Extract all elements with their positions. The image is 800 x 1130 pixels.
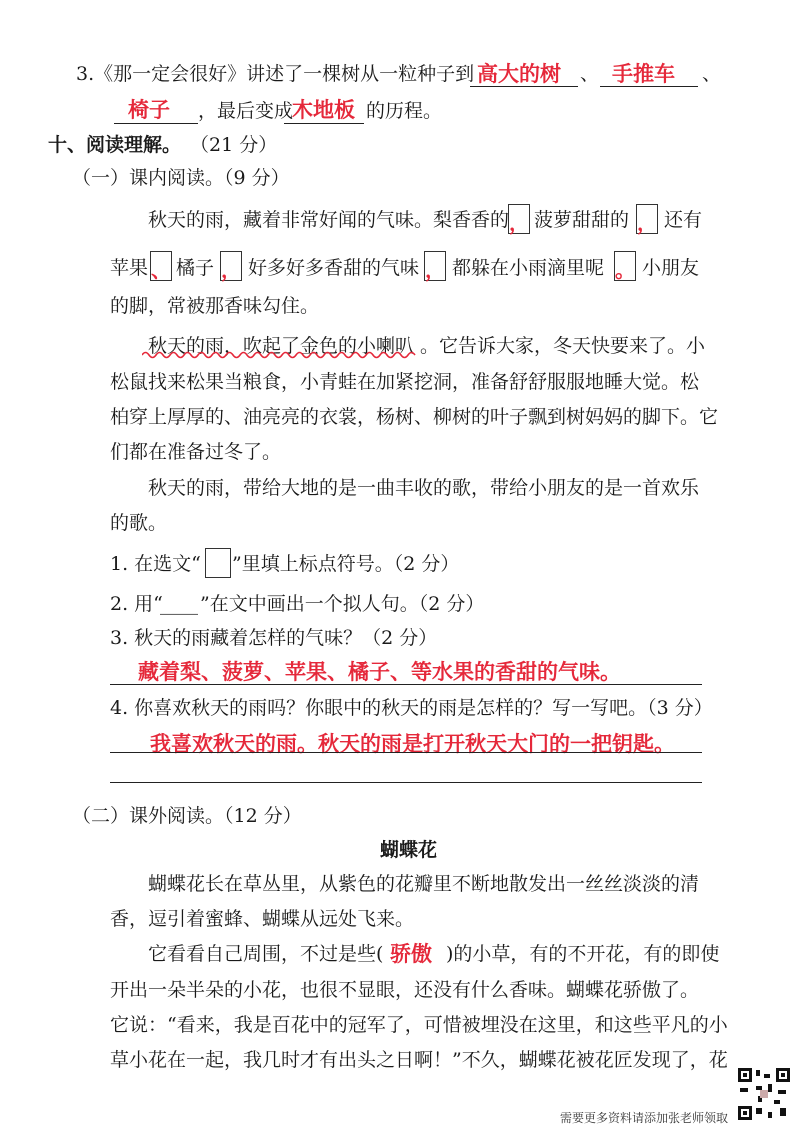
q3-mid: ，最后变成 [198, 100, 294, 122]
part2-title: （二）课外阅读。（12 分） [72, 805, 302, 827]
q3-suffix: 的历程。 [366, 100, 443, 122]
section-score: （21 分） [190, 134, 278, 156]
part1-title: （一）课内阅读。（9 分） [72, 167, 290, 189]
punctuation-box [424, 251, 446, 281]
question-4-answer: 我喜欢秋天的雨。秋天的雨是打开秋天大门的一把钥匙。 [150, 732, 675, 756]
answer-line [110, 684, 702, 685]
passage-text: 都躲在小雨滴里呢 [452, 257, 605, 279]
q3-answer-1: 高大的树 [477, 62, 561, 86]
punctuation-box-sample [205, 548, 231, 578]
question-2-blank: ____ [160, 593, 198, 615]
passage-text: 的歌。 [110, 512, 168, 534]
punctuation-answer: ， [637, 211, 657, 235]
question-2: 2. 用“ [110, 593, 163, 615]
passage-text: 。它告诉大家，冬天快要来了。小 [420, 335, 706, 357]
qr-code[interactable] [738, 1068, 790, 1120]
passage-text: 松鼠找来松果当粮食，小青蛙在加紧挖洞，准备舒舒服服地睡大觉。松 [110, 371, 700, 393]
passage-text: 们都在准备过冬了。 [110, 441, 282, 463]
q3-answer-3: 椅子 [128, 98, 170, 122]
question-2-rest: ”在文中画出一个拟人句。（2 分） [200, 593, 485, 615]
q3-sep-1: 、 [580, 63, 600, 85]
passage-text: 蝴蝶花长在草丛里，从紫色的花瓣里不断地散发出一丝丝淡淡的清 [148, 873, 700, 895]
punctuation-answer: ， [221, 258, 241, 282]
question-3: 3. 秋天的雨藏着怎样的气味？（2 分） [110, 627, 438, 649]
punctuation-answer: 。 [615, 258, 635, 282]
passage-text: 它看看自己周围，不过是些( [148, 943, 384, 965]
q3-prefix: 3.《那一定会很好》讲述了一棵树从一粒种子到 [76, 63, 475, 85]
question-3-answer: 藏着梨、菠萝、苹果、橘子、等水果的香甜的气味。 [138, 660, 621, 684]
punctuation-box [636, 204, 658, 234]
section-title: 十、阅读理解。 [48, 134, 182, 156]
passage-text: 秋天的雨，藏着非常好闻的气味。梨香香的 [148, 209, 510, 231]
personification-sentence: 秋天的雨，吹起了金色的小喇叭 [148, 335, 415, 357]
passage-text: 还有 [664, 209, 703, 231]
passage-text: 柏穿上厚厚的、油亮亮的衣裳，杨树、柳树的叶子飘到树妈妈的脚下。它 [110, 406, 719, 428]
punctuation-answer: ， [425, 258, 445, 282]
passage-text: 橘子 [176, 257, 215, 279]
question-4: 4. 你喜欢秋天的雨吗？你眼中的秋天的雨是怎样的？写一写吧。（3 分） [110, 697, 713, 719]
question-1: 1. 在选文“ [110, 553, 201, 575]
passage-text: 苹果 [110, 257, 149, 279]
question-1-rest: ”里填上标点符号。（2 分） [232, 553, 460, 575]
passage-text: 开出一朵半朵的小花，也很不显眼，还没有什么香味。蝴蝶花骄傲了。 [110, 979, 700, 1001]
passage-text: 它说：“看来，我是百花中的冠军了，可惜被埋没在这里，和这些平凡的小 [110, 1014, 728, 1036]
footer-note: 需要更多资料请添加张老师领取 [560, 1111, 729, 1125]
passage-text: 的脚，常被那香味勾住。 [110, 295, 320, 317]
punctuation-box [508, 204, 530, 234]
punctuation-box [150, 251, 172, 281]
q3-answer-4: 木地板 [292, 98, 355, 122]
answer-line [110, 752, 702, 753]
passage-text: 秋天的雨，带给大地的是一曲丰收的歌，带给小朋友的是一首欢乐 [148, 477, 700, 499]
passage-text: 草小花在一起，我几时才有出头之日啊！”不久，蝴蝶花被花匠发现了，花 [110, 1049, 728, 1071]
punctuation-box [220, 251, 242, 281]
q3-sep-2: 、 [702, 63, 722, 85]
q3-answer-2: 手推车 [612, 62, 675, 86]
punctuation-answer: 、 [151, 258, 171, 282]
blank-answer: 骄傲 [390, 942, 432, 966]
story-title: 蝴蝶花 [380, 839, 438, 861]
answer-line [110, 782, 702, 783]
passage-text: 菠萝甜甜的 [534, 209, 630, 231]
passage-text: 香，逗引着蜜蜂、蝴蝶从远处飞来。 [110, 908, 415, 930]
punctuation-box [614, 251, 636, 281]
wavy-underline [142, 350, 420, 360]
punctuation-answer: ， [509, 211, 529, 235]
passage-text: 小朋友 [642, 257, 700, 279]
passage-text: )的小草，有的不开花，有的即使 [446, 943, 720, 965]
passage-text: 好多好多香甜的气味 [248, 257, 420, 279]
